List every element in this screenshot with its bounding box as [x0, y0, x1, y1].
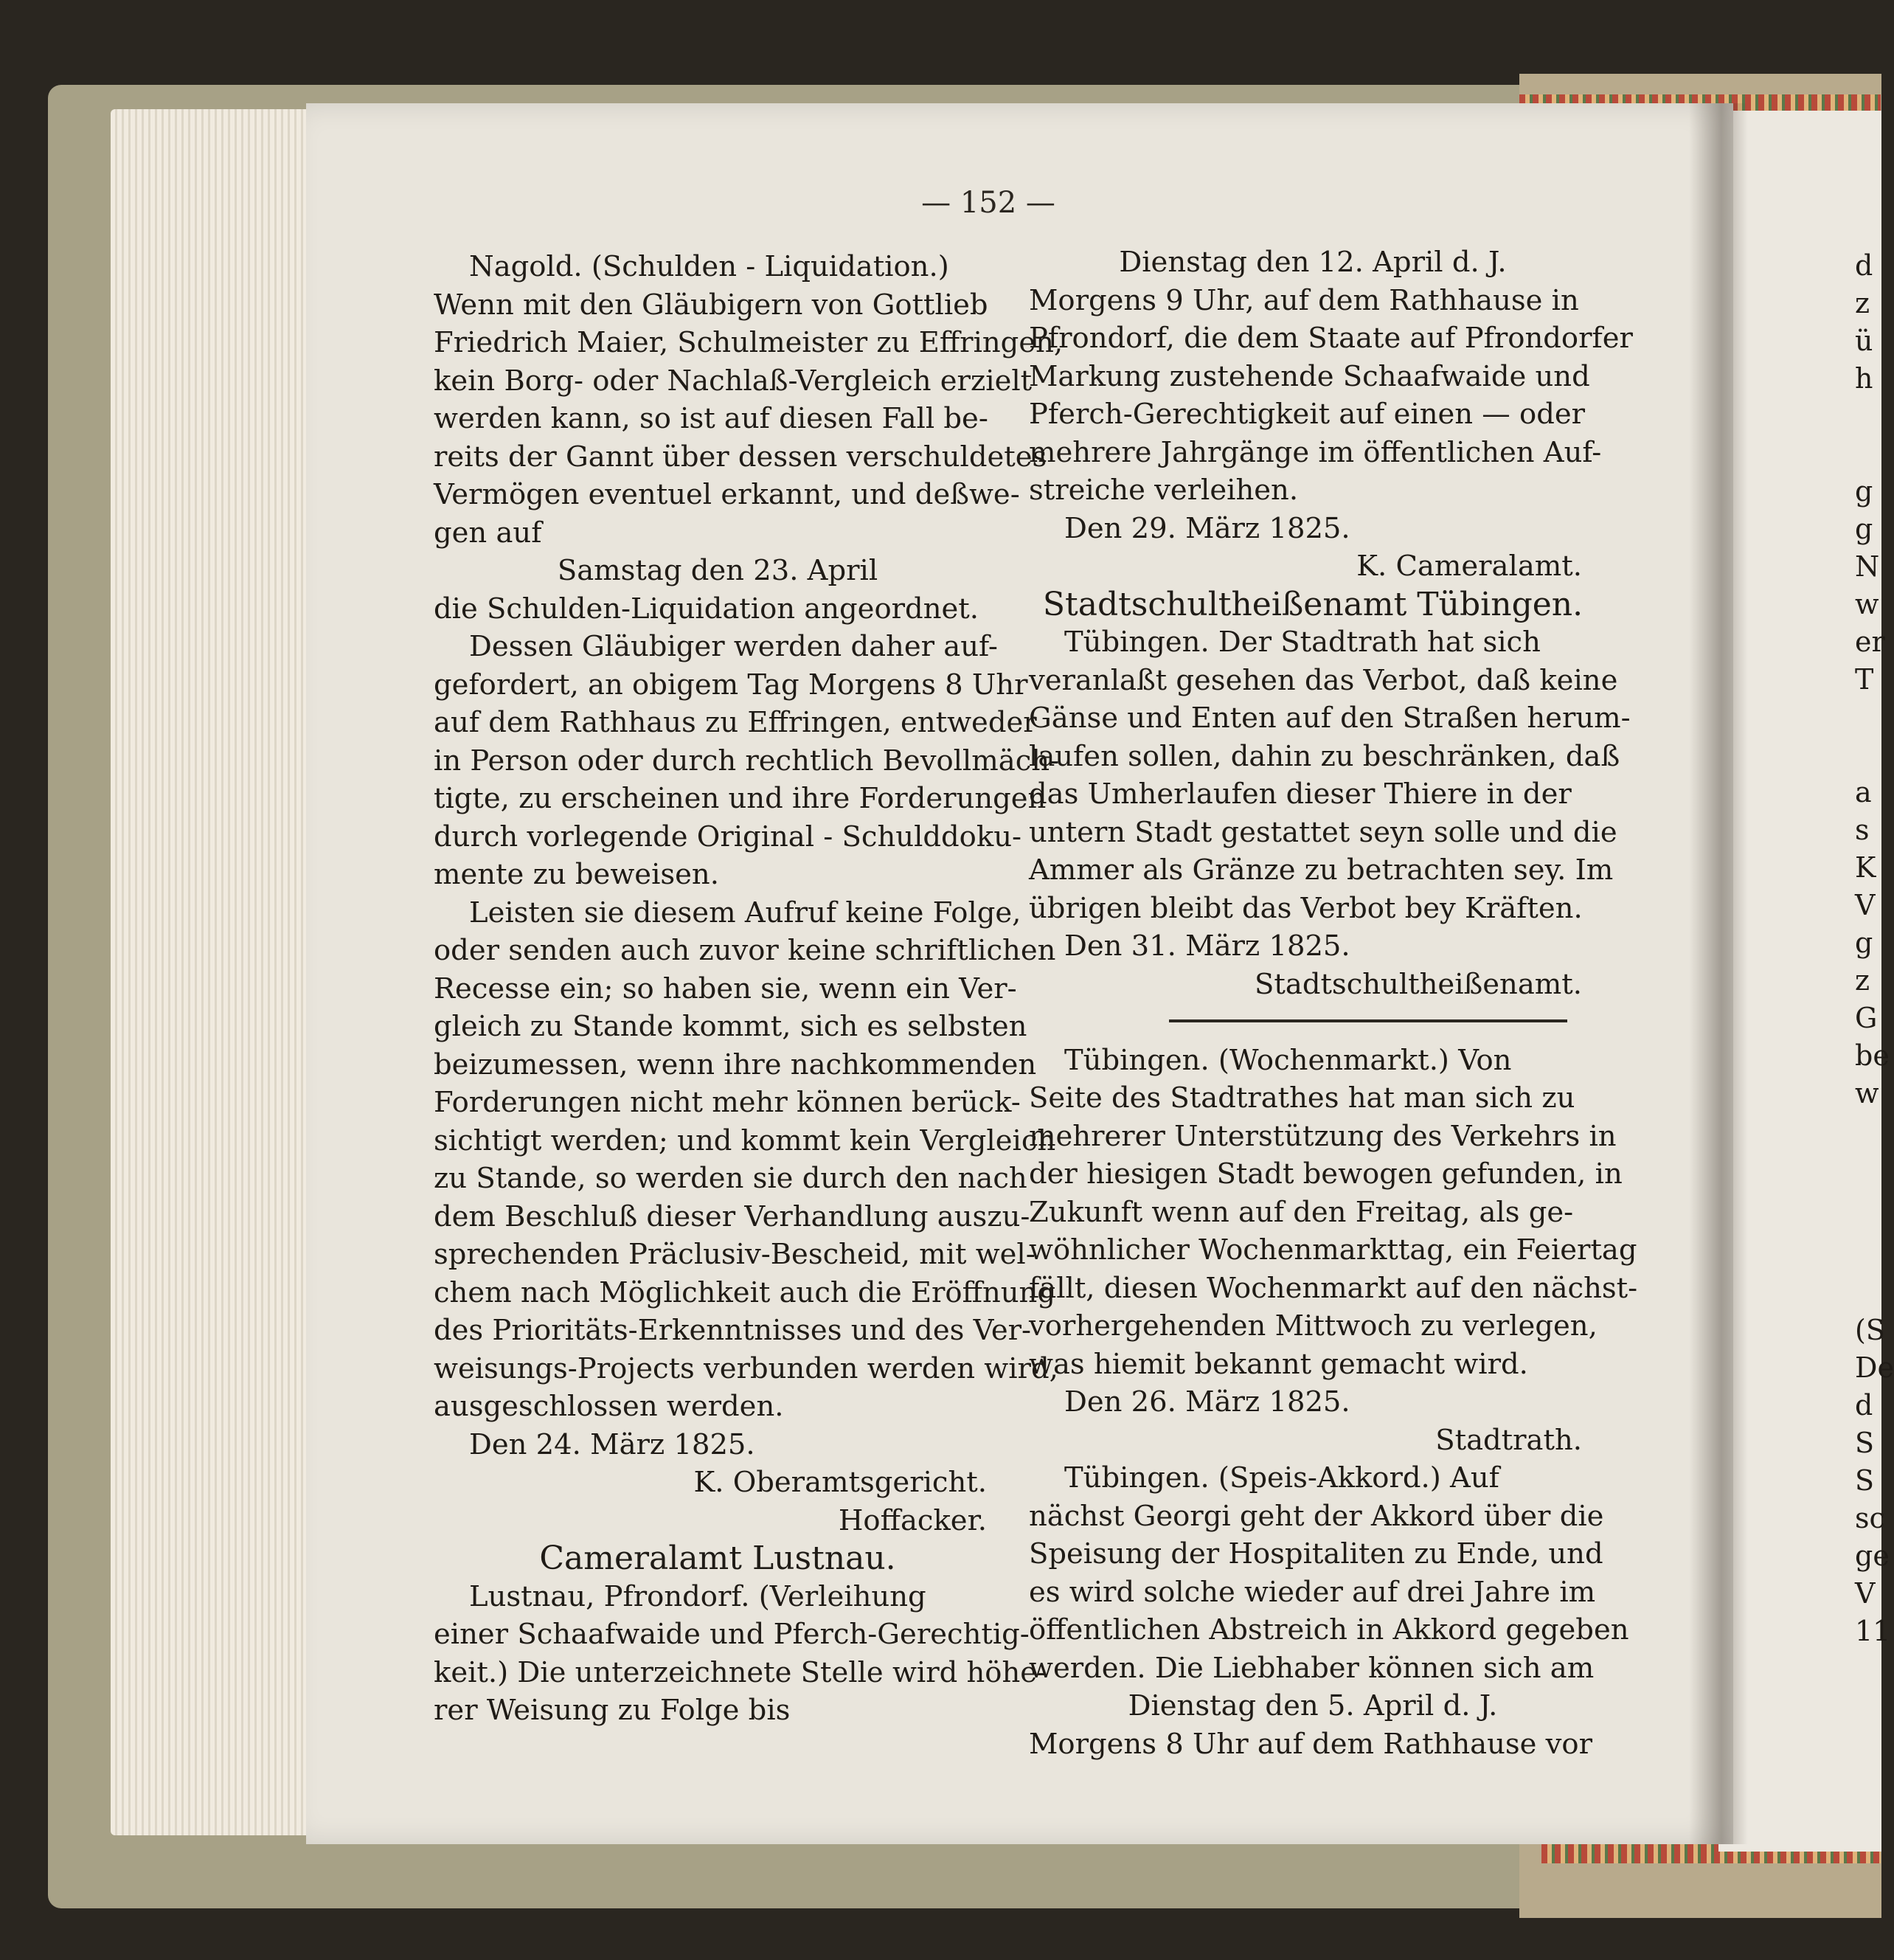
- right-column-line: Stadtschultheißenamt.: [1255, 967, 1582, 1001]
- left-column-line: sprechenden Präclusiv-Bescheid, mit wel-: [434, 1238, 1036, 1271]
- right-column-line: Stadtschultheißenamt Tübingen.: [1042, 585, 1583, 623]
- next-page-fragment: d: [1855, 1389, 1873, 1421]
- left-column-line: Lustnau, Pfrondorf. (Verleihung: [469, 1579, 926, 1613]
- left-column-line: K. Oberamtsgericht.: [693, 1466, 987, 1499]
- left-column-line: beizumessen, wenn ihre nachkommenden: [434, 1047, 1037, 1081]
- left-column-line: Leisten sie diesem Aufruf keine Folge,: [469, 896, 1021, 929]
- right-column-line: es wird solche wieder auf drei Jahre im: [1029, 1575, 1596, 1609]
- left-column-line: auf dem Rathhaus zu Effringen, entweder: [434, 706, 1037, 739]
- next-page-fragment: [1855, 435, 1881, 473]
- right-column-line: Zukunft wenn auf den Freitag, als ge-: [1029, 1195, 1574, 1229]
- next-page-fragment: s: [1855, 814, 1870, 846]
- left-column-line: weisungs-Projects verbunden werden wird,: [434, 1351, 1058, 1385]
- left-column-line: tigte, zu erscheinen und ihre Forderungen: [434, 782, 1047, 815]
- next-page-fragment: S: [1855, 1427, 1875, 1459]
- next-page-fragment: ü: [1855, 325, 1873, 357]
- right-column-line: Stadtrath.: [1435, 1423, 1582, 1457]
- next-page-fragment: be: [1855, 1039, 1890, 1072]
- right-column-line: Pfrondorf, die dem Staate auf Pfrondorfer: [1029, 322, 1633, 355]
- left-column-line: werden kann, so ist auf diesen Fall be-: [434, 402, 988, 435]
- next-page-fragment: w: [1855, 588, 1879, 620]
- left-column-line: chem nach Möglichkeit auch die Eröffnung: [434, 1275, 1055, 1309]
- left-column-line: Recesse ein; so haben sie, wenn ein Ver-: [434, 972, 1017, 1005]
- right-column-line: Seite des Stadtrathes hat man sich zu: [1029, 1081, 1575, 1115]
- right-column-line: öffentlichen Abstreich in Akkord gegeben: [1029, 1613, 1629, 1646]
- page-number: — 152 —: [921, 186, 1055, 220]
- left-column: [434, 248, 1064, 1730]
- right-column-line: streiche verleihen.: [1029, 474, 1299, 507]
- right-column-line: das Umherlaufen dieser Thiere in der: [1029, 778, 1572, 811]
- next-page-fragment: g: [1855, 475, 1873, 508]
- next-page-fragment: g: [1855, 513, 1873, 545]
- next-page-fragment: K: [1855, 851, 1876, 884]
- right-column-line: Tübingen. Der Stadtrath hat sich: [1064, 626, 1541, 659]
- left-column-line: des Prioritäts-Erkenntnisses und des Ver-: [434, 1314, 1032, 1347]
- left-column-line: mente zu beweisen.: [434, 858, 719, 891]
- right-column-line: mehrerer Unterstützung des Verkehrs in: [1029, 1119, 1617, 1153]
- right-column-line: Den 29. März 1825.: [1064, 511, 1350, 545]
- right-column-line: Ammer als Gränze zu betrachten sey. Im: [1029, 853, 1614, 887]
- right-column-line: wöhnlicher Wochenmarkttag, ein Feiertag: [1029, 1233, 1637, 1267]
- left-column-line: Cameralamt Lustnau.: [539, 1540, 896, 1577]
- next-page-fragment: d: [1855, 249, 1873, 282]
- right-column-line: [1029, 1003, 1597, 1042]
- next-page-fragment: De: [1855, 1351, 1894, 1384]
- left-column-line: Dessen Gläubiger werden daher auf-: [469, 630, 998, 663]
- next-page-fragment: [1855, 699, 1881, 736]
- left-column-line: die Schulden-Liquidation angeordnet.: [434, 592, 979, 626]
- next-page-fragment: sc: [1855, 1502, 1885, 1534]
- next-page-fragment: T: [1855, 663, 1874, 696]
- next-page-fragment: g: [1855, 927, 1873, 959]
- right-column-line: nächst Georgi geht der Akkord über die: [1029, 1499, 1604, 1533]
- left-column-line: Vermögen eventuel erkannt, und deßwe-: [434, 478, 1020, 511]
- left-column-line: oder senden auch zuvor keine schriftlichen: [434, 934, 1056, 967]
- right-column-line: Den 31. März 1825.: [1064, 929, 1350, 963]
- right-column-line: K. Cameralamt.: [1356, 550, 1582, 583]
- left-column-line: kein Borg- oder Nachlaß-Vergleich erzielt: [434, 364, 1033, 398]
- right-column-line: untern Stadt gestattet seyn solle und die: [1029, 815, 1617, 849]
- left-column-line: einer Schaafwaide und Pferch-Gerechtig-: [434, 1618, 1030, 1651]
- left-column-line: rer Weisung zu Folge bis: [434, 1694, 791, 1727]
- next-page-fragment: V: [1855, 1577, 1876, 1610]
- right-column-line: Den 26. März 1825.: [1064, 1385, 1350, 1419]
- right-column-line: veranlaßt gesehen das Verbot, daß keine: [1029, 663, 1618, 697]
- right-column-line: vorhergehenden Mittwoch zu verlegen,: [1029, 1309, 1598, 1343]
- next-page-fragment: w: [1855, 1077, 1879, 1109]
- left-column-line: Den 24. März 1825.: [469, 1427, 755, 1461]
- page-edges: [111, 109, 310, 1835]
- right-column-line: Morgens 8 Uhr auf dem Rathhause vor: [1029, 1727, 1593, 1761]
- right-column-line: werden. Die Liebhaber können sich am: [1029, 1651, 1595, 1685]
- left-column-line: gen auf: [434, 516, 542, 550]
- right-column-line: Dienstag den 5. April d. J.: [1128, 1689, 1498, 1722]
- next-page-fragment: V: [1855, 889, 1876, 921]
- left-column-line: gefordert, an obigem Tag Morgens 8 Uhr: [434, 668, 1028, 702]
- next-page-fragment: (S: [1855, 1314, 1885, 1346]
- page-gutter: [1689, 103, 1748, 1844]
- right-column-line: mehrere Jahrgänge im öffentlichen Auf-: [1029, 435, 1602, 469]
- left-column-line: Hoffacker.: [838, 1503, 987, 1537]
- next-page-fragment: S: [1855, 1464, 1875, 1497]
- next-page-fragment: a: [1855, 776, 1872, 808]
- next-page-fragment: 11: [1855, 1615, 1891, 1647]
- left-column-line: reits der Gannt über dessen verschuldetes: [434, 440, 1047, 474]
- next-page-fragment: z: [1855, 964, 1870, 997]
- next-page-fragment: N: [1855, 550, 1880, 583]
- right-column-line: Tübingen. (Wochenmarkt.) Von: [1064, 1043, 1512, 1077]
- next-page-fragments-bottom: [1855, 1312, 1894, 1650]
- left-column-line: Samstag den 23. April: [557, 554, 878, 587]
- left-column-line: ausgeschlossen werden.: [434, 1390, 784, 1423]
- right-column-line: Tübingen. (Speis-Akkord.) Auf: [1064, 1461, 1499, 1495]
- next-page-fragment: h: [1855, 362, 1873, 395]
- right-column-line: Speisung der Hospitaliten zu Ende, und: [1029, 1537, 1603, 1571]
- left-column-line: Forderungen nicht mehr können berück-: [434, 1086, 1021, 1119]
- left-column-line: Nagold. (Schulden - Liquidation.): [469, 250, 949, 283]
- left-column-line: Friedrich Maier, Schulmeister zu Effringen,: [434, 326, 1064, 359]
- right-column-line: der hiesigen Stadt bewogen gefunden, in: [1029, 1157, 1623, 1191]
- next-page-fragment: G: [1855, 1002, 1878, 1034]
- next-page-fragment: ge: [1855, 1540, 1890, 1572]
- left-column-line: dem Beschluß dieser Verhandlung auszu-: [434, 1199, 1030, 1233]
- right-column-line: Gänse und Enten auf den Straßen herum-: [1029, 702, 1631, 735]
- next-page-fragment: z: [1855, 287, 1870, 319]
- right-column-line: laufen sollen, dahin zu beschränken, daß: [1029, 739, 1620, 773]
- next-page-fragment: [1855, 736, 1881, 774]
- right-column: [1029, 243, 1638, 1763]
- next-page-fragment: er: [1855, 626, 1885, 658]
- next-page-fragment: [1855, 398, 1881, 435]
- right-column-line: was hiemit bekannt gemacht wird.: [1029, 1347, 1528, 1381]
- left-column-line: gleich zu Stande kommt, sich es selbsten: [434, 1010, 1027, 1043]
- right-column-line: Pferch-Gerechtigkeit auf einen — oder: [1029, 398, 1586, 431]
- left-column-line: keit.) Die unterzeichnete Stelle wird höhe-: [434, 1655, 1047, 1689]
- left-column-line: zu Stande, so werden sie durch den nach: [434, 1162, 1027, 1195]
- left-column-line: Wenn mit den Gläubigern von Gottlieb: [434, 288, 988, 322]
- left-column-line: durch vorlegende Original - Schulddoku-: [434, 820, 1021, 853]
- right-column-line: übrigen bleibt das Verbot bey Kräften.: [1029, 891, 1583, 925]
- left-column-line: in Person oder durch rechtlich Bevollmäch-: [434, 744, 1060, 778]
- left-column-line: sichtigt werden; und kommt kein Vergleich: [434, 1123, 1056, 1157]
- right-column-line: fällt, diesen Wochenmarkt auf den nächst-: [1029, 1271, 1638, 1305]
- next-page-fragments-top: [1855, 247, 1890, 1112]
- right-column-line: Morgens 9 Uhr, auf dem Rathhause in: [1029, 283, 1579, 317]
- right-column-line: Markung zustehende Schaafwaide und: [1029, 359, 1590, 393]
- right-column-line: Dienstag den 12. April d. J.: [1119, 246, 1507, 279]
